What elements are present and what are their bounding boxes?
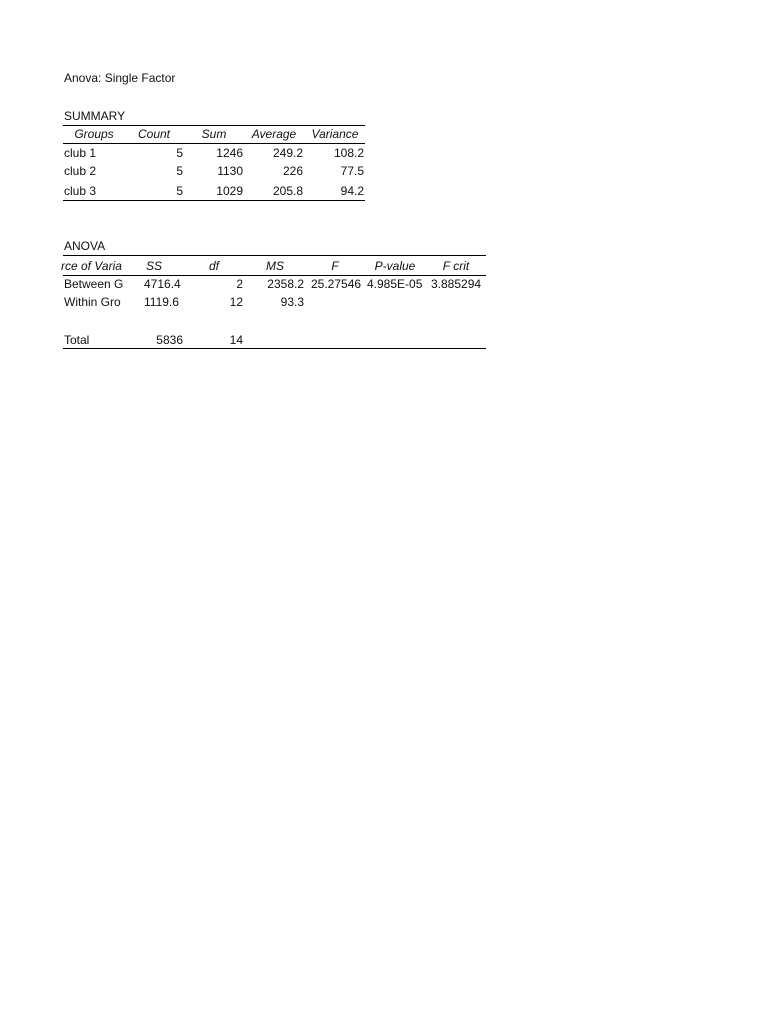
summary-count: 5 — [176, 164, 183, 178]
anova-header-f: F — [331, 259, 339, 273]
summary-count: 5 — [176, 146, 183, 160]
anova-header-source: rce of Varia — [61, 259, 122, 273]
anova-bottom-rule — [63, 348, 486, 349]
anova-df: 2 — [236, 277, 243, 291]
summary-sum: 1130 — [217, 164, 243, 178]
summary-header-average: Average — [251, 127, 297, 141]
summary-sum: 1246 — [216, 146, 243, 160]
summary-header-rule — [63, 143, 365, 144]
anova-ms: 93.3 — [280, 295, 304, 309]
summary-group: club 1 — [64, 146, 97, 160]
anova-header-f-crit: F crit — [442, 259, 470, 273]
anova-p-value: 4.985E-05 — [367, 277, 423, 291]
summary-group: club 2 — [64, 164, 97, 178]
summary-sum: 1029 — [216, 184, 243, 198]
anova-label: ANOVA — [64, 239, 106, 253]
summary-group: club 3 — [64, 184, 97, 198]
anova-ms: 2358.2 — [267, 277, 304, 291]
anova-header-ms: MS — [266, 259, 284, 273]
summary-average: 226 — [282, 164, 303, 178]
anova-df: 14 — [229, 333, 243, 347]
anova-top-rule — [63, 255, 486, 256]
anova-f-crit: 3.885294 — [431, 277, 482, 291]
summary-variance: 108.2 — [333, 146, 364, 160]
summary-average: 249.2 — [272, 146, 303, 160]
anova-source: Within Gro — [64, 295, 121, 309]
summary-header-sum: Sum — [201, 127, 227, 141]
anova-header-df: df — [208, 259, 219, 273]
anova-source: Total — [64, 333, 90, 347]
anova-ss: 5836 — [156, 333, 183, 347]
anova-header-p-value: P-value — [374, 259, 416, 273]
summary-count: 5 — [176, 184, 183, 198]
anova-source: Between G — [64, 277, 124, 291]
anova-f: 25.27546 — [311, 277, 362, 291]
anova-header-ss: SS — [145, 259, 162, 273]
summary-header-groups: Groups — [74, 127, 114, 141]
summary-variance: 94.2 — [340, 184, 364, 198]
summary-average: 205.8 — [272, 184, 303, 198]
anova-header-rule — [63, 275, 486, 276]
summary-bottom-rule — [63, 200, 365, 201]
sheet-title: Anova: Single Factor — [64, 71, 176, 85]
summary-top-rule — [63, 125, 365, 126]
summary-header-variance: Variance — [311, 127, 359, 141]
anova-ss: 1119.6 — [144, 295, 179, 309]
anova-df: 12 — [229, 295, 243, 309]
anova-ss: 4716.4 — [144, 277, 181, 291]
summary-label: SUMMARY — [64, 109, 126, 123]
summary-header-count: Count — [137, 127, 171, 141]
summary-variance: 77.5 — [340, 164, 364, 178]
